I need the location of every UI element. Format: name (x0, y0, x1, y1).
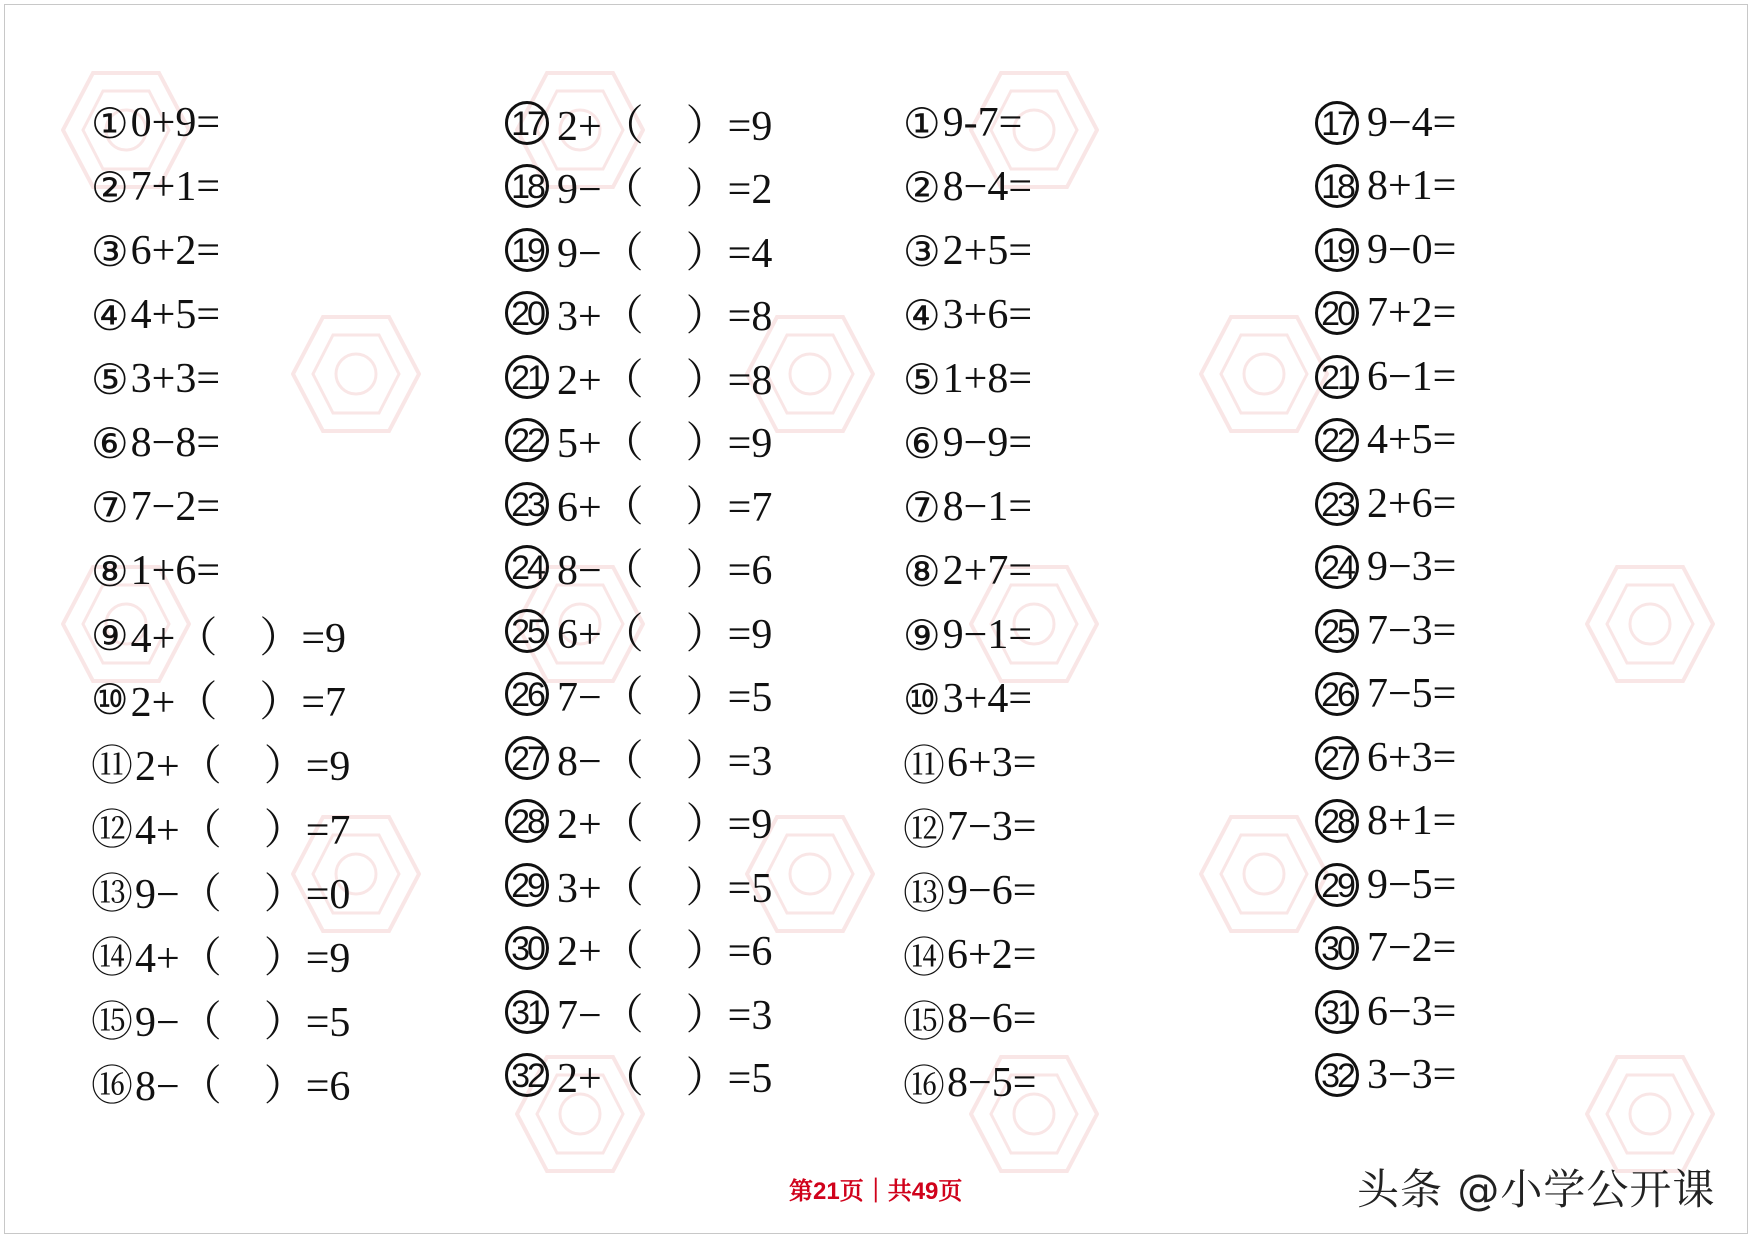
problem-item (1315, 853, 1456, 917)
problem-number: ⑩ (91, 674, 129, 724)
problem-number: 20 (1315, 291, 1359, 335)
problem-expression: 6+（ ）=7 (557, 484, 773, 531)
problem-expression: 7−2= (1367, 925, 1457, 972)
problem-expression: 1+8= (942, 356, 1033, 402)
problem-number: 27 (505, 736, 549, 780)
problem-expression: 9−9= (942, 420, 1033, 466)
problem-item (505, 726, 772, 790)
problem-expression: 8−8= (130, 420, 221, 466)
problem-item (505, 409, 772, 473)
problem-expression: 4+（ ）=9 (130, 616, 347, 662)
problem-expression: 7−5= (1367, 671, 1457, 718)
problem-number: ⑯ (903, 1061, 946, 1110)
problem-column-2 (505, 91, 772, 1107)
problem-item (505, 1044, 772, 1108)
problem-number: 28 (1315, 799, 1359, 843)
problem-column-3 (903, 91, 1036, 1115)
problem-expression: 7+2= (1367, 290, 1457, 337)
problem-expression: 9−6= (947, 868, 1037, 914)
problem-number: ⑥ (903, 418, 941, 468)
problem-number: ⑨ (91, 610, 129, 660)
problem-number: ⑨ (903, 610, 941, 660)
problem-item (1315, 409, 1456, 473)
problem-expression: 6+3= (1367, 734, 1457, 781)
problem-item (1315, 790, 1456, 854)
problem-item (1315, 282, 1456, 346)
problem-column-4 (1315, 91, 1456, 1107)
problem-number: ⑪ (91, 741, 134, 790)
problem-item (903, 347, 1036, 411)
problem-item (1315, 599, 1456, 663)
problem-expression: 3+（ ）=8 (557, 294, 773, 341)
problem-expression: 3+（ ）=5 (557, 865, 773, 912)
problem-item (91, 987, 350, 1051)
problem-number: 26 (1315, 672, 1359, 716)
problem-number: 19 (1315, 228, 1359, 272)
problem-item (1315, 91, 1456, 155)
problem-item (91, 219, 350, 283)
problem-item (903, 539, 1036, 603)
problem-expression: 2+（ ）=9 (557, 802, 773, 849)
problem-item (91, 1051, 350, 1115)
problem-expression: 4+5= (130, 292, 221, 338)
problem-number: 31 (505, 990, 549, 1034)
problem-expression: 5+（ ）=9 (557, 421, 773, 468)
problem-number: 20 (505, 291, 549, 335)
problem-expression: 2+6= (1367, 480, 1457, 527)
problem-item (91, 155, 350, 219)
problem-expression: 6+2= (947, 932, 1037, 978)
problem-item (505, 282, 772, 346)
problem-number: 17 (505, 101, 549, 145)
problem-number: 31 (1315, 990, 1359, 1034)
problem-number: 18 (1315, 164, 1359, 208)
problem-number: 29 (505, 863, 549, 907)
problem-item (91, 859, 350, 923)
problem-item (1315, 726, 1456, 790)
problem-item (903, 859, 1036, 923)
problem-number: ⑮ (903, 997, 946, 1046)
problem-item (505, 345, 772, 409)
problem-item (505, 472, 772, 536)
problem-item (1315, 472, 1456, 536)
problem-number: 18 (505, 164, 549, 208)
problem-number: 23 (1315, 482, 1359, 526)
problem-expression: 4+（ ）=9 (135, 936, 351, 982)
problem-expression: 8−5= (947, 1060, 1037, 1106)
problem-number: ④ (91, 290, 129, 340)
problem-expression: 2+（ ）=7 (130, 680, 347, 726)
problem-number: ③ (91, 226, 129, 276)
problem-item (903, 155, 1036, 219)
problem-expression: 6+2= (130, 228, 221, 274)
problem-item (91, 539, 350, 603)
problem-number: ⑭ (91, 933, 134, 982)
problem-expression: 4+（ ）=7 (135, 808, 351, 854)
problem-expression: 7+1= (130, 164, 221, 210)
problem-number: 30 (1315, 926, 1359, 970)
problem-item (1315, 917, 1456, 981)
problem-number: 30 (505, 926, 549, 970)
problem-expression: 9−4= (1367, 99, 1457, 146)
problem-number: ⑦ (91, 482, 129, 532)
problem-number: 19 (505, 228, 549, 272)
problem-item (91, 923, 350, 987)
problem-expression: 7−（ ）=3 (557, 992, 773, 1039)
problem-number: ⑧ (91, 546, 129, 596)
problem-item (903, 219, 1036, 283)
problem-number: 24 (505, 545, 549, 589)
problem-item (505, 790, 772, 854)
problem-item (903, 283, 1036, 347)
watermark-logo-icon (1199, 315, 1329, 433)
problem-number: ⑫ (903, 805, 946, 854)
problem-number: ⑬ (903, 869, 946, 918)
problem-item (903, 987, 1036, 1051)
problem-number: 21 (505, 355, 549, 399)
problem-item (91, 91, 350, 155)
problem-expression: 2+5= (942, 228, 1033, 274)
page-number: 第21页｜共49页 (789, 1178, 963, 1205)
problem-item (1315, 155, 1456, 219)
problem-expression: 7−2= (130, 484, 221, 530)
problem-item (1315, 345, 1456, 409)
problem-item (903, 411, 1036, 475)
source-credit: 头条 @小学公开课 (1357, 1165, 1716, 1214)
problem-item (505, 663, 772, 727)
problem-number: ⑬ (91, 869, 134, 918)
problem-number: 21 (1315, 355, 1359, 399)
problem-expression: 2+（ ）=8 (557, 357, 773, 404)
problem-number: ⑩ (903, 674, 941, 724)
problem-expression: 2+（ ）=5 (557, 1056, 773, 1103)
watermark-logo-icon (1585, 1055, 1715, 1173)
problem-number: ⑤ (91, 354, 129, 404)
problem-item (903, 731, 1036, 795)
problem-item (505, 853, 772, 917)
problem-expression: 8−6= (947, 996, 1037, 1042)
problem-number: ④ (903, 290, 941, 340)
problem-expression: 8−1= (942, 484, 1033, 530)
problem-item (505, 599, 772, 663)
problem-item (91, 731, 350, 795)
watermark-logo-icon (1585, 565, 1715, 683)
problem-number: ③ (903, 226, 941, 276)
problem-number: 22 (1315, 418, 1359, 462)
problem-number: 32 (1315, 1053, 1359, 1097)
problem-expression: 9−（ ）=5 (135, 1000, 351, 1046)
problem-item (903, 1051, 1036, 1115)
problem-item (903, 923, 1036, 987)
problem-expression: 2+（ ）=6 (557, 929, 773, 976)
problem-item (505, 91, 772, 155)
problem-item (903, 603, 1036, 667)
problem-number: ⑪ (903, 741, 946, 790)
problem-expression: 0+9= (130, 100, 221, 146)
problem-item (505, 536, 772, 600)
problem-expression: 6−3= (1367, 988, 1457, 1035)
problem-expression: 2+（ ）=9 (557, 103, 773, 150)
problem-expression: 9−（ ）=0 (135, 872, 351, 918)
problem-number: 24 (1315, 545, 1359, 589)
problem-item (505, 155, 772, 219)
problem-item (505, 218, 772, 282)
problem-expression: 7−（ ）=5 (557, 675, 773, 722)
problem-number: ② (903, 162, 941, 212)
problem-number: 28 (505, 799, 549, 843)
problem-expression: 4+5= (1367, 417, 1457, 464)
problem-expression: 6+（ ）=9 (557, 611, 773, 658)
worksheet-page (4, 4, 1748, 1234)
problem-number: 17 (1315, 101, 1359, 145)
problem-expression: 1+6= (130, 548, 221, 594)
problem-number: ① (91, 98, 129, 148)
problem-item (1315, 218, 1456, 282)
problem-expression: 3+4= (942, 676, 1033, 722)
problem-expression: 3+6= (942, 292, 1033, 338)
problem-expression: 9−0= (1367, 226, 1457, 273)
problem-item (1315, 980, 1456, 1044)
problem-expression: 3−3= (1367, 1052, 1457, 1099)
problem-item (1315, 536, 1456, 600)
problem-item (91, 411, 350, 475)
problem-number: ⑦ (903, 482, 941, 532)
problem-number: ⑥ (91, 418, 129, 468)
problem-item (1315, 663, 1456, 727)
problem-item (903, 667, 1036, 731)
problem-number: ② (91, 162, 129, 212)
problem-column-1 (91, 91, 350, 1115)
problem-expression: 9−（ ）=2 (557, 167, 773, 214)
problem-item (903, 475, 1036, 539)
problem-expression: 9−5= (1367, 861, 1457, 908)
problem-number: 29 (1315, 863, 1359, 907)
problem-number: ⑭ (903, 933, 946, 982)
problem-item (505, 917, 772, 981)
problem-expression: 2+（ ）=9 (135, 744, 351, 790)
problem-number: 27 (1315, 736, 1359, 780)
problem-number: 22 (505, 418, 549, 462)
problem-expression: 3+3= (130, 356, 221, 402)
problem-item (91, 475, 350, 539)
problem-number: 32 (505, 1053, 549, 1097)
problem-number: 25 (505, 609, 549, 653)
problem-expression: 8+1= (1367, 163, 1457, 210)
problem-item (91, 347, 350, 411)
problem-expression: 8−（ ）=3 (557, 738, 773, 785)
problem-number: 25 (1315, 609, 1359, 653)
problem-expression: 9−3= (1367, 544, 1457, 591)
problem-expression: 8−（ ）=6 (557, 548, 773, 595)
problem-number: ⑫ (91, 805, 134, 854)
problem-expression: 9−（ ）=4 (557, 230, 773, 277)
problem-expression: 8−（ ）=6 (135, 1064, 351, 1110)
problem-number: ① (903, 98, 941, 148)
watermark-logo-icon (1199, 815, 1329, 933)
problem-item (91, 603, 350, 667)
problem-number: ⑮ (91, 997, 134, 1046)
problem-number: ⑧ (903, 546, 941, 596)
problem-expression: 7−3= (1367, 607, 1457, 654)
problem-item (91, 283, 350, 347)
problem-expression: 8−4= (942, 164, 1033, 210)
problem-item (91, 795, 350, 859)
problem-expression: 6+3= (947, 740, 1037, 786)
problem-expression: 2+7= (942, 548, 1033, 594)
problem-item (903, 795, 1036, 859)
problem-expression: 7−3= (947, 804, 1037, 850)
problem-number: ⑯ (91, 1061, 134, 1110)
problem-item (903, 91, 1036, 155)
problem-number: ⑤ (903, 354, 941, 404)
problem-item (505, 980, 772, 1044)
problem-item (1315, 1044, 1456, 1108)
problem-expression: 8+1= (1367, 798, 1457, 845)
problem-item (91, 667, 350, 731)
problem-number: 26 (505, 672, 549, 716)
problem-expression: 9-7= (942, 100, 1023, 146)
problem-expression: 6−1= (1367, 353, 1457, 400)
problem-number: 23 (505, 482, 549, 526)
problem-expression: 9−1= (942, 612, 1033, 658)
